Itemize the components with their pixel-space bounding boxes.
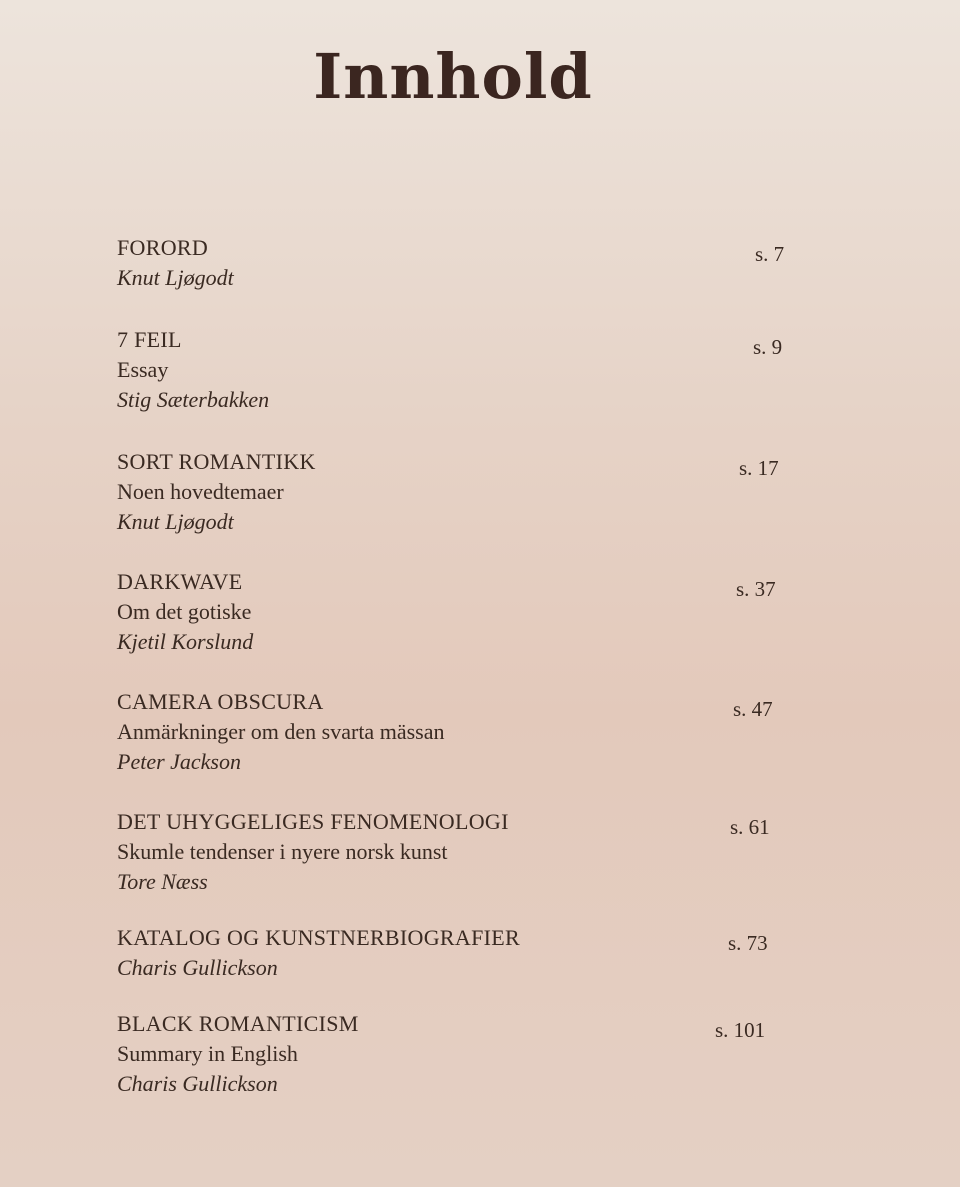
entry-heading: FORORD [117,235,209,260]
toc-entry-camera-obscura [117,687,797,777]
entry-author: Tore Næss [117,869,208,894]
entry-author: Charis Gullickson [117,955,278,980]
entry-author: Knut Ljøgodt [117,265,234,290]
entry-subtitle: Anmärkninger om den svarta mässan [117,719,445,744]
entry-heading: 7 FEIL [117,327,182,352]
entry-author: Stig Sæterbakken [117,387,270,412]
entry-heading: SORT ROMANTIKK [117,449,316,474]
entry-subtitle: Noen hovedtemaer [117,479,284,504]
entry-subtitle: Om det gotiske [117,599,252,624]
entry-page-number: s. 73 [728,931,768,955]
entry-subtitle: Skumle tendenser i nyere norsk kunst [117,839,448,864]
entry-heading: KATALOG OG KUNSTNERBIOGRAFIER [117,925,520,950]
entry-author: Kjetil Korslund [117,629,254,654]
toc-entry-7-feil [117,325,797,415]
entry-page-number: s. 7 [755,242,785,266]
entry-heading: BLACK ROMANTICISM [117,1011,359,1036]
entry-author: Peter Jackson [117,749,241,774]
entry-heading: DARKWAVE [117,569,243,594]
entry-page-number: s. 17 [739,456,779,480]
entry-author: Knut Ljøgodt [117,509,234,534]
entry-page-number: s. 9 [753,335,783,359]
page-title: Innhold [313,40,593,113]
toc-entry-black-romanticism [117,1009,797,1099]
entry-author: Charis Gullickson [117,1071,278,1096]
toc-entry-katalog [117,923,797,983]
entry-subtitle: Summary in English [117,1041,298,1066]
entry-page-number: s. 101 [715,1018,766,1042]
entry-page-number: s. 37 [736,577,776,601]
toc-entry-forord [117,233,797,293]
entry-subtitle: Essay [117,357,169,382]
toc-entry-darkwave [117,567,797,657]
entry-heading: DET UHYGGELIGES FENOMENOLOGI [117,809,509,834]
toc-entry-det-uhyggeliges-fenomenologi [117,807,797,897]
entry-page-number: s. 61 [730,815,770,839]
entry-page-number: s. 47 [733,697,773,721]
toc-entry-sort-romantikk [117,447,797,537]
entry-heading: CAMERA OBSCURA [117,689,324,714]
